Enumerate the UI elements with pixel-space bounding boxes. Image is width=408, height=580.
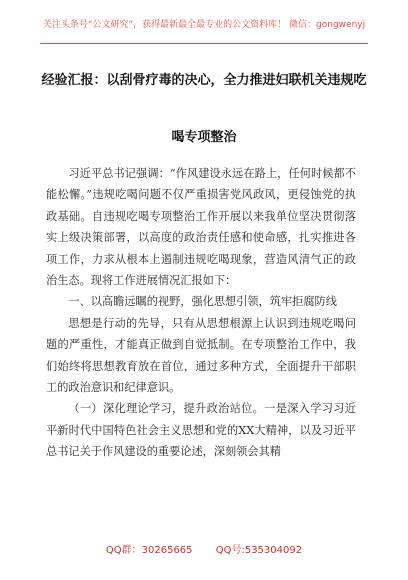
header-note: 关注头条号“公文研究”，获得最新最全最专业的公文资料库！ 微信：gongwenyj (42, 20, 366, 30)
paragraph-subsection-1: （一）深化理论学习，提升政治站位。一是深入学习习近平新时代中国特色社会主义思想和党的XX大精神，以及习近平总书记关于作风建设的重要论述，深刻领会其精 (46, 402, 356, 459)
footer-qq-group: QQ群：30265665 (105, 545, 193, 556)
header-divider (40, 43, 368, 44)
footer-qq-number: QQ号:535304092 (215, 545, 303, 556)
document-body (46, 163, 356, 463)
paragraph-section-1: 思想是行动的先导，只有从思想根源上认识到违规吃喝问题的严重性，才能真正做到自觉抵制。在专项整治工作中，我们始终将思想教育放在首位，通过多种方式，全面提升干部职工的政治意识和纪律意识。 (46, 316, 356, 395)
footer-contact (0, 541, 408, 556)
paragraph-intro: 习近平总书记强调：“作风建设永远在路上，任何时候都不能松懈。”违规吃喝问题不仅严重损害党风政风，更侵蚀党的执政基础。自违规吃喝专项整治工作开展以来我单位坚决贯彻落实上级决策部署，以高度的政治责任感和使命感，扎实推进各项工作，力求从根本上遏制违规吃喝现象，营造风清气正的政治生态。现将工作进展情况汇报如下： (46, 167, 356, 288)
document-title-line-1: 经验汇报：以刮骨疗毒的决心，全力推进妇联机关违规吃 (41, 73, 367, 88)
document-title-line-2: 喝专项整治 (171, 130, 237, 145)
section-heading-1: 一、以高瞻远瞩的视野，强化思想引领，筑牢拒腐防线 (68, 295, 337, 309)
